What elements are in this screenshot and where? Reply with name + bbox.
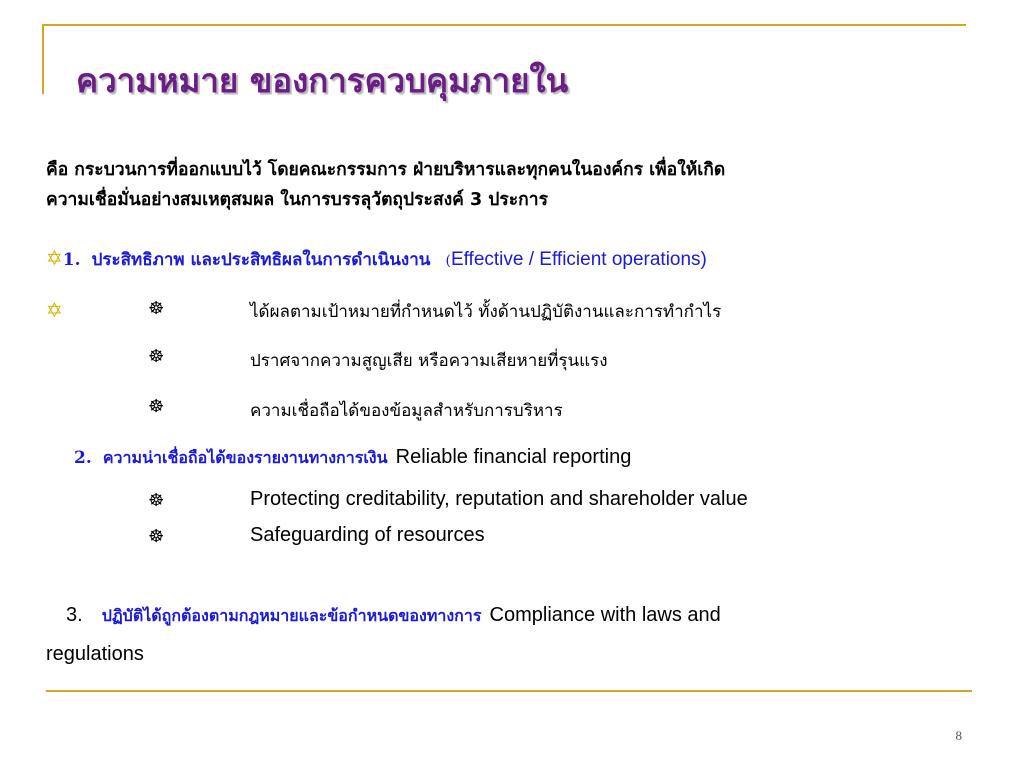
item1-bullet-2: ปราศจากความสูญเสีย หรือความเสียหายที่รุนแรง — [250, 351, 608, 371]
left-rule — [42, 24, 44, 94]
item1-thai: ประสิทธิภาพ และประสิทธิผลในการดำเนินงาน — [91, 250, 431, 270]
item3-number: 3. — [66, 604, 83, 626]
top-rule — [42, 24, 966, 26]
item2-heading — [74, 446, 631, 471]
item1-number: 1. — [62, 250, 81, 270]
intro-line-2: ความเชื่อมั่นอย่างสมเหตุสมผล ในการบรรลุวัตถุประสงค์ 3 ประการ — [46, 190, 548, 210]
item1-bullet-1: ได้ผลตามเป้าหมายที่กำหนดไว้ ทั้งด้านปฏิบัติงานและการทำกำไร — [250, 302, 722, 322]
wheel-bullet-icon: ☸ — [148, 396, 165, 417]
intro-paragraph — [46, 155, 986, 215]
item2-english: Reliable financial reporting — [395, 446, 632, 468]
item3-thai: ปฏิบัติได้ถูกต้องตามกฎหมายและข้อกำหนดของทางการ — [101, 606, 482, 625]
item2-number: 2. — [74, 448, 92, 468]
item3-english: Compliance with laws and — [489, 604, 721, 626]
item3-english-continued: regulations — [46, 643, 144, 665]
wheel-bullet-icon: ☸ — [148, 490, 165, 511]
star-bullet-icon: ✡ — [46, 246, 63, 270]
item2-thai: ความน่าเชื่อถือได้ของรายงานทางการเงิน — [102, 448, 388, 467]
item1-english: Effective / Efficient operations) — [450, 249, 707, 270]
item2-bullet-2: Safeguarding of resources — [250, 524, 485, 546]
intro-line-1: คือ กระบวนการที่ออกแบบไว้ โดยคณะกรรมการ ฝ่ายบริหารและทุกคนในองค์กร เพื่อให้เกิด — [46, 160, 726, 180]
item2-bullet-1: Protecting creditability, reputation and shareholder value — [250, 488, 748, 510]
item1-bullet-3: ความเชื่อถือได้ของข้อมูลสำหรับการบริหาร — [250, 401, 563, 421]
wheel-bullet-icon: ☸ — [148, 298, 165, 319]
page-number: 8 — [955, 728, 962, 743]
bottom-rule — [46, 690, 972, 692]
wheel-bullet-icon: ☸ — [148, 346, 165, 367]
slide-title: ความหมาย ของการควบคุมภายใน — [76, 61, 569, 100]
wheel-bullet-icon: ☸ — [148, 526, 165, 547]
item3-heading — [66, 604, 721, 629]
item1-paren: ( — [445, 253, 451, 269]
item1-heading — [46, 246, 707, 273]
star-bullet-icon: ✡ — [46, 298, 63, 322]
